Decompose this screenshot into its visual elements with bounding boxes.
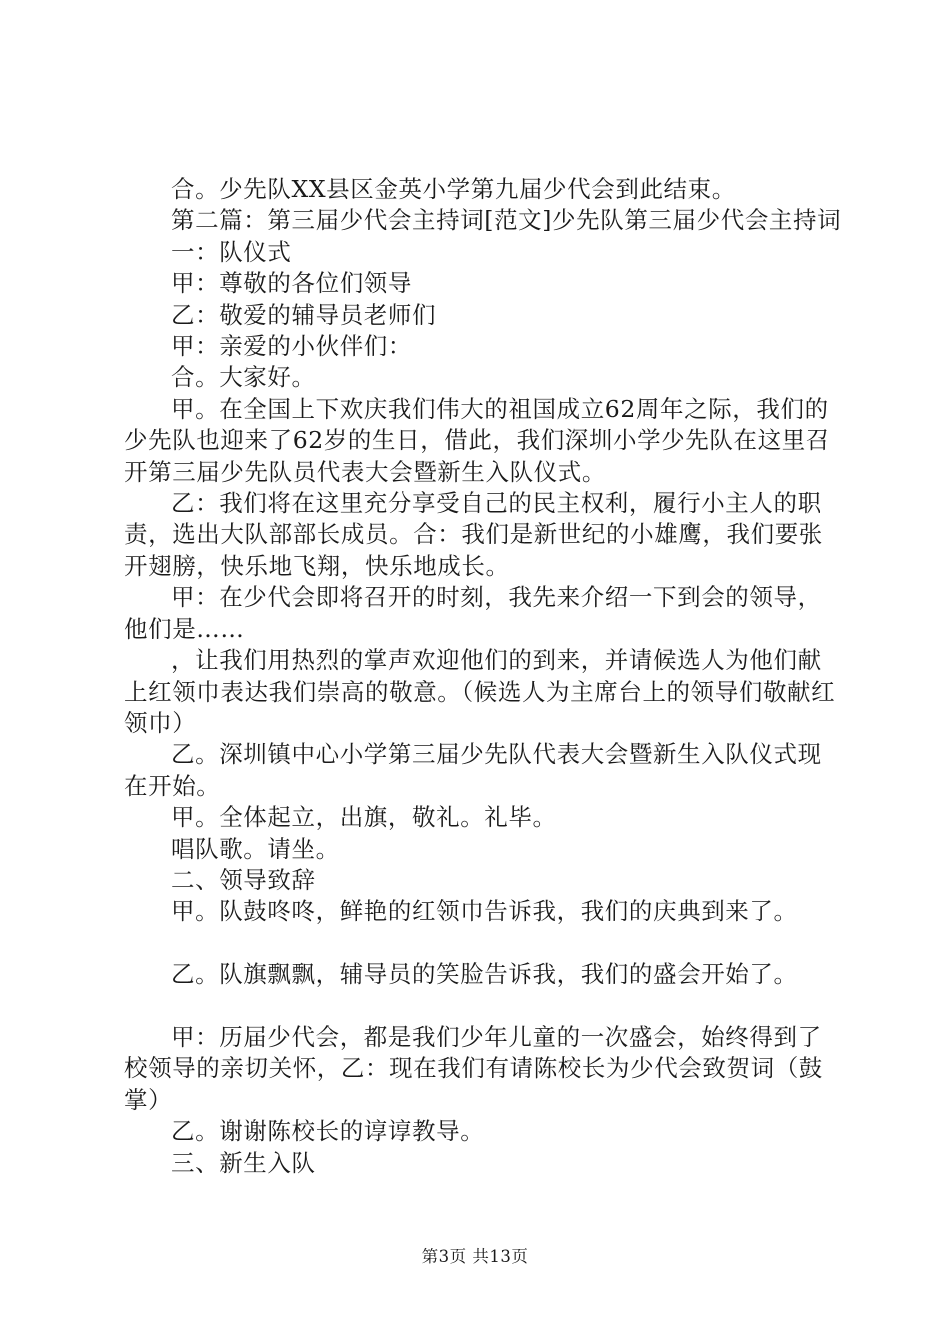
- paragraph-line: 合。大家好。: [171, 363, 316, 392]
- paragraph-line: 甲。队鼓咚咚，鲜艳的红领巾告诉我，我们的庆典到来了。: [171, 897, 798, 926]
- paragraph-line: 乙：我们将在这里充分享受自己的民主权利，履行小主人的职责，选出大队部部长成员。合：我们是新世纪的小雄鹰，我们要张开翅膀，快乐地飞翔，快乐地成长。: [124, 489, 823, 580]
- paragraph-line: 甲：亲爱的小伙伴们：: [171, 332, 412, 361]
- paragraph-line: 甲：尊敬的各位们领导: [171, 269, 412, 298]
- paragraph-line: ，让我们用热烈的掌声欢迎他们的到来，并请候选人为他们献上红领巾表达我们崇高的敬意。（候选人为主席台上的领导们敬献红领巾）: [124, 646, 836, 737]
- paragraph-closing: 合。少先队XX县区金英小学第九届少代会到此结束。: [171, 175, 736, 203]
- document-body: [124, 174, 844, 1179]
- paragraph-line: 乙。队旗飘飘，辅导员的笑脸告诉我，我们的盛会开始了。: [171, 960, 798, 989]
- paragraph-heading-1: 一：队仪式: [171, 237, 292, 266]
- paragraph-line: 甲。全体起立，出旗，敬礼。礼毕。: [171, 803, 557, 832]
- paragraph-line: 甲：历届少代会，都是我们少年儿童的一次盛会，始终得到了校领导的亲切关怀，乙：现在我们有请陈校长为少代会致贺词（鼓掌）: [124, 1022, 823, 1114]
- page-number-footer: 第3页 共13页: [421, 1247, 529, 1266]
- paragraph-line: 甲。在全国上下欢庆我们伟大的祖国成立62周年之际，我们的少先队也迎来了62岁的生日，借此，我们深圳小学少先队在这里召开第三届少先队员代表大会暨新生入队仪式。: [124, 394, 830, 486]
- paragraph-line: 甲：在少代会即将召开的时刻，我先来介绍一下到会的领导，他们是……: [124, 583, 822, 643]
- paragraph-line: 乙。谢谢陈校长的谆谆教导。: [171, 1117, 485, 1146]
- paragraph-line: 乙。深圳镇中心小学第三届少先队代表大会暨新生入队仪式现在开始。: [124, 740, 822, 800]
- paragraph-line: 唱队歌。请坐。: [171, 834, 340, 863]
- paragraph-section-title: 第二篇：第三届少代会主持词[范文]少先队第三届少代会主持词: [171, 206, 842, 235]
- paragraph-heading-3: 三、新生入队: [171, 1148, 316, 1177]
- paragraph-heading-2: 二、领导致辞: [171, 865, 316, 894]
- paragraph-line: 乙：敬爱的辅导员老师们: [171, 300, 437, 329]
